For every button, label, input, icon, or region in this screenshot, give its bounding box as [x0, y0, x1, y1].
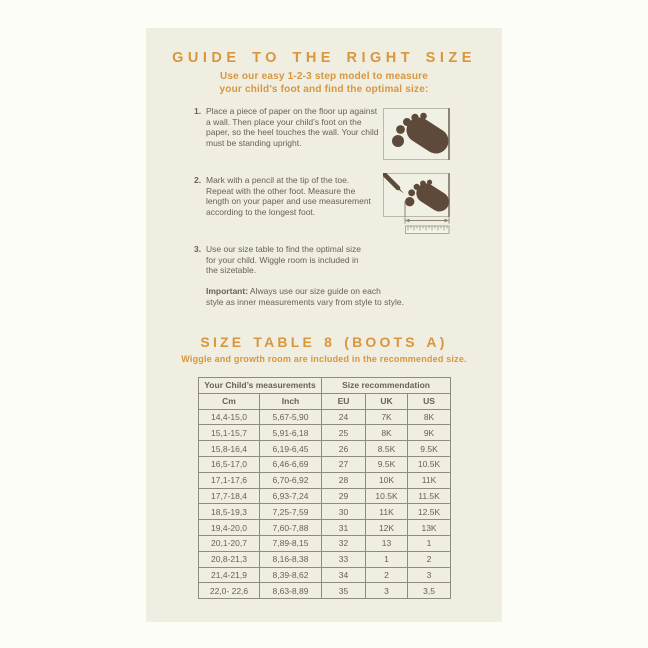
table-cell: 31 — [322, 520, 366, 536]
step-3-line: the sizetable. — [206, 265, 257, 276]
subtitle-line: Use our easy 1-2-3 step model to measure — [219, 71, 429, 82]
table-cell: 12K — [366, 520, 408, 536]
table-cell: 8,63-8,89 — [260, 583, 322, 599]
column-header-uk: UK — [366, 393, 408, 409]
table-row — [199, 488, 451, 504]
table-cell: 1 — [408, 535, 451, 551]
table-row — [199, 456, 451, 472]
step-2-line: Repeat with the other foot. Measure the — [206, 185, 356, 196]
step-1-line: Place a piece of paper on the floor up against — [206, 106, 378, 116]
column-header-row — [199, 393, 451, 409]
table-cell: 32 — [322, 535, 366, 551]
table-cell: 26 — [322, 441, 366, 457]
table-cell: 15,1-15,7 — [199, 425, 260, 441]
group-header-recommendation: Size recommendation — [322, 378, 451, 394]
table-cell: 35 — [322, 583, 366, 599]
footprint-against-wall-icon — [383, 108, 450, 160]
footprint-pencil-measure-icon — [383, 173, 450, 235]
table-row — [199, 551, 451, 567]
table-cell: 6,46-6,69 — [260, 456, 322, 472]
step-2-number: 2. — [194, 175, 202, 185]
important-line: Important: Always use our size guide on each — [206, 286, 381, 296]
column-header-us: US — [408, 393, 451, 409]
table-cell: 34 — [322, 567, 366, 583]
step-1-line: paper, so the heel touches the wall. Your child — [206, 127, 379, 138]
table-cell: 7,89-8,15 — [260, 535, 322, 551]
ruler-icon — [406, 226, 450, 234]
table-cell: 18,5-19,3 — [199, 504, 260, 520]
table-cell: 10.5K — [366, 488, 408, 504]
table-cell: 7K — [366, 409, 408, 425]
step-2 — [194, 175, 371, 217]
table-cell: 13K — [408, 520, 451, 536]
step-1 — [194, 106, 379, 148]
table-cell: 10K — [366, 472, 408, 488]
step-2-line: Mark with a pencil at the tip of the toe. — [206, 175, 350, 185]
table-cell: 5,67-5,90 — [260, 409, 322, 425]
table-cell: 15,8-16,4 — [199, 441, 260, 457]
table-cell: 8,39-8,62 — [260, 567, 322, 583]
table-cell: 24 — [322, 409, 366, 425]
table-cell: 3,5 — [408, 583, 451, 599]
table-cell: 3 — [408, 567, 451, 583]
table-cell: 7,25-7,59 — [260, 504, 322, 520]
table-row — [199, 567, 451, 583]
table-cell: 28 — [322, 472, 366, 488]
table-row — [199, 409, 451, 425]
table-cell: 6,70-6,92 — [260, 472, 322, 488]
table-row — [199, 441, 451, 457]
step-2-line: length on your paper and use measurement — [206, 196, 371, 207]
table-cell: 12.5K — [408, 504, 451, 520]
column-header-inch: Inch — [260, 393, 322, 409]
table-row — [199, 520, 451, 536]
table-cell: 10.5K — [408, 456, 451, 472]
step-3-number: 3. — [194, 244, 202, 254]
table-cell: 33 — [322, 551, 366, 567]
table-cell: 19,4-20,0 — [199, 520, 260, 536]
size-table-title: SIZE TABLE 8 (BOOTS A) — [200, 334, 448, 350]
table-row — [199, 583, 451, 599]
table-cell: 11K — [366, 504, 408, 520]
table-cell: 20,8-21,3 — [199, 551, 260, 567]
table-cell: 13 — [366, 535, 408, 551]
table-cell: 11.5K — [408, 488, 451, 504]
size-table-body — [199, 409, 451, 599]
table-cell: 8,16-8,38 — [260, 551, 322, 567]
table-cell: 6,93-7,24 — [260, 488, 322, 504]
table-cell: 8K — [366, 425, 408, 441]
step-1-line: must be standing upright. — [206, 137, 302, 148]
table-cell: 29 — [322, 488, 366, 504]
subtitle-line: your child’s foot and find the optimal size: — [219, 83, 429, 95]
size-table — [198, 377, 451, 599]
page-title: GUIDE TO THE RIGHT SIZE — [172, 50, 476, 66]
table-cell: 25 — [322, 425, 366, 441]
table-cell: 14,4-15,0 — [199, 409, 260, 425]
table-cell: 30 — [322, 504, 366, 520]
size-guide-card — [146, 28, 502, 622]
table-cell: 17,7-18,4 — [199, 488, 260, 504]
table-cell: 21,4-21,9 — [199, 567, 260, 583]
size-table-subtitle: Wiggle and growth room are included in the recommended size. — [181, 354, 467, 364]
table-row — [199, 535, 451, 551]
table-cell: 8.5K — [366, 441, 408, 457]
page-subtitle — [146, 71, 502, 96]
column-header-cm: Cm — [199, 393, 260, 409]
step-3-line: Use our size table to find the optimal size — [206, 244, 361, 254]
table-cell: 16,5-17,0 — [199, 456, 260, 472]
table-row — [199, 472, 451, 488]
important-line: style as inner measurements vary from style to style. — [206, 296, 404, 307]
step-1-line: a wall. Then place your child’s foot on the — [206, 116, 362, 127]
table-cell: 20,1-20,7 — [199, 535, 260, 551]
group-header-measurements: Your Child’s measurements — [199, 378, 322, 394]
column-header-eu: EU — [322, 393, 366, 409]
group-header-row — [199, 378, 451, 394]
table-cell: 11K — [408, 472, 451, 488]
table-cell: 17,1-17,6 — [199, 472, 260, 488]
table-cell: 9.5K — [408, 441, 451, 457]
table-cell: 9K — [408, 425, 451, 441]
measure-arrow — [405, 218, 449, 224]
table-cell: 7,60-7,88 — [260, 520, 322, 536]
table-cell: 2 — [408, 551, 451, 567]
table-row — [199, 504, 451, 520]
step-3-line: for your child. Wiggle room is included in — [206, 254, 359, 265]
step-2-line: according to the longest foot. — [206, 206, 316, 217]
table-cell: 22,0- 22,6 — [199, 583, 260, 599]
table-cell: 1 — [366, 551, 408, 567]
table-cell: 2 — [366, 567, 408, 583]
table-row — [199, 425, 451, 441]
table-cell: 3 — [366, 583, 408, 599]
table-cell: 27 — [322, 456, 366, 472]
table-cell: 9.5K — [366, 456, 408, 472]
important-label: Important: — [206, 286, 249, 296]
step-3 — [194, 244, 361, 276]
table-cell: 8K — [408, 409, 451, 425]
table-cell: 5,91-6,18 — [260, 425, 322, 441]
step-1-number: 1. — [194, 106, 202, 116]
table-cell: 6,19-6,45 — [260, 441, 322, 457]
important-note — [206, 286, 404, 307]
